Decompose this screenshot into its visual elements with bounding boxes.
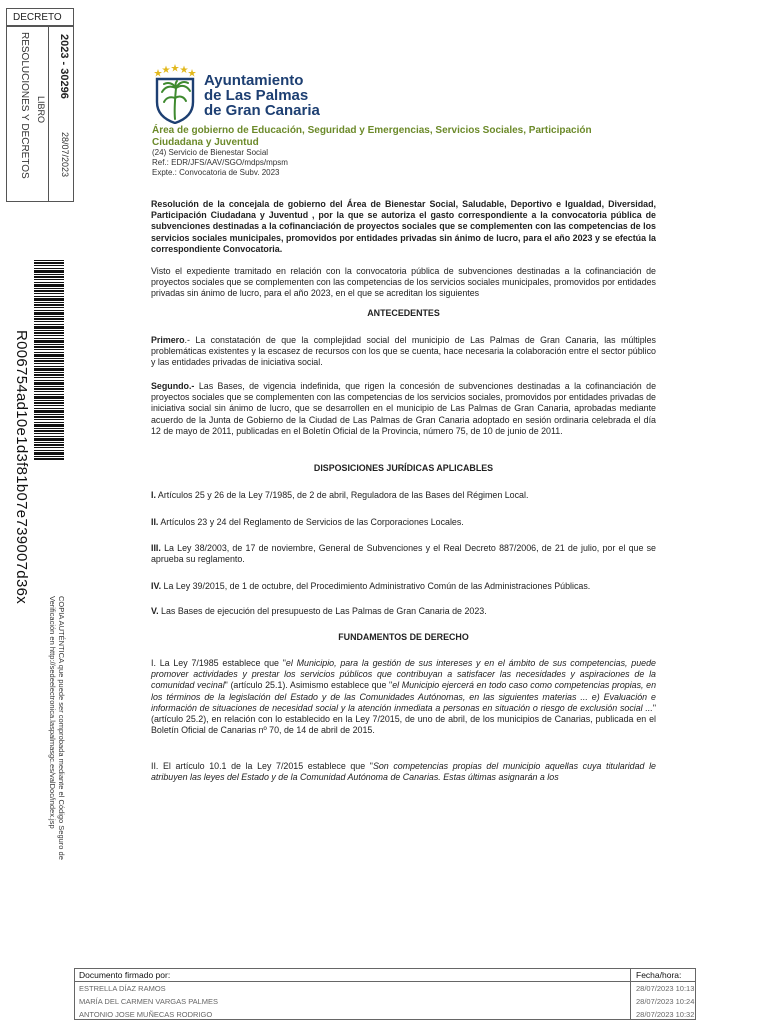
logo-wordmark [204, 73, 320, 118]
decree-date: 28/07/2023 [60, 132, 70, 178]
primero-text: .- La constatación de que la complejidad social del municipio de Las Palmas de Gran Canaria, las múltiples problemáticas existentes y la escasez de recursos con los que se cuenta, hace necesaria la colaboración entre el sector público y las entidades privadas de iniciativa social. [151, 335, 656, 368]
fundamento-2-a: II. El artículo 10.1 de la Ley 7/2015 establece que " [151, 761, 373, 771]
expediente-line: Expte.: Convocatoria de Subv. 2023 [152, 168, 280, 177]
segundo-text: Las Bases, de vigencia indefinida, que rigen la concesión de subvenciones destinadas a la cofinanciación de proyectos sociales que se complementen con las competencias de los servicios sociales, promovidos por entidades privadas de iniciativa social sin ánimo de lucro, que se desarrollen en el municipio de Las Palmas de Gran Canaria, aprobadas mediante acuerdo de la Junta de Gobierno de la Ciudad de Las Palmas de Gran Canaria adoptado en sesión ordinaria celebrada el día 12 de mayo de 2011, publicadas en el Boletín Oficial de la Provincia, número 75, de 10 de junio de 2011. [151, 381, 656, 436]
disposicion-5 [151, 606, 656, 617]
disposicion-2-lead: II. [151, 517, 159, 527]
fundamento-1-a: I. La Ley 7/1985 establece que " [151, 658, 286, 668]
disposicion-1-text: Artículos 25 y 26 de la Ley 7/1985, de 2 de abril, Reguladora de las Bases del Régimen Local. [155, 490, 529, 500]
signer-name: ANTONIO JOSE MUÑECAS RODRIGO [79, 1010, 213, 1019]
disposicion-4-lead: IV. [151, 581, 162, 591]
disposicion-3-text: La Ley 38/2003, de 17 de noviembre, General de Subvenciones y el Real Decreto 887/2006, de 21 de julio, por el que se aprueba su reglamento. [151, 543, 656, 565]
disposicion-3-lead: III. [151, 543, 161, 553]
signed-by-header: Documento firmado por: [79, 970, 171, 980]
palm-tree-coat-of-arms-icon [152, 64, 198, 124]
fundamento-1-e: " (artículo 25.2), en relación con lo establecido en la Ley 7/2015, de uno de abril, de los municipios de Canarias, publicada en el Boletín Oficial de Canarias nº 70, de 14 de abril de 2015. [151, 702, 656, 736]
logo-line1: Ayuntamiento [204, 72, 304, 89]
date-header: Fecha/hora: [636, 970, 682, 980]
logo-line3: de Gran Canaria [204, 102, 320, 119]
signer-date: 28/07/2023 10:13 [636, 984, 695, 993]
reference-line: Ref.: EDR/JFS/AAV/SGO/mdps/mpsm [152, 158, 288, 167]
primero-lead: Primero [151, 335, 185, 345]
signer-date: 28/07/2023 10:24 [636, 997, 695, 1006]
signer-name: ESTRELLA DÍAZ RAMOS [79, 984, 166, 993]
primero-paragraph [151, 335, 656, 369]
fundamento-2 [151, 761, 656, 783]
disposicion-1-lead: I. [151, 490, 156, 500]
signer-date: 28/07/2023 10:32 [636, 1010, 695, 1019]
signature-table-header-line [74, 981, 696, 982]
barcode-icon [34, 260, 64, 460]
disposicion-4 [151, 581, 656, 592]
disposicion-3 [151, 543, 656, 565]
disposiciones-heading: DISPOSICIONES JURÍDICAS APLICABLES [313, 463, 494, 473]
fundamento-1-quote-2: el Municipio ejercerá en todo caso como competencias propias, en los términos de la legislación del Estado y de las Comunidades Autónomas, en las siguientes materias ... e) Evaluación e información de situaciones de necesidad social y la atención inmediata a personas en situación o riesgo de exclusión social ... [151, 680, 657, 713]
disposicion-2-text: Artículos 23 y 24 del Reglamento de Servicios de las Corporaciones Locales. [158, 517, 464, 527]
reference-block [152, 148, 288, 178]
copia-autentica-line2: Verificación en http://sedeelectronica.laspalmasgc.es/valDoc/index.jsp [48, 596, 57, 829]
service-line: (24) Servicio de Bienestar Social [152, 148, 269, 157]
disposicion-4-text: La Ley 39/2015, de 1 de octubre, del Procedimiento Administrativo Común de las Administraciones Públicas. [161, 581, 591, 591]
fundamentos-heading: FUNDAMENTOS DE DERECHO [338, 632, 469, 642]
segundo-paragraph [151, 381, 656, 437]
visto-paragraph: Visto el expediente tramitado en relación con la convocatoria pública de subvenciones destinadas a la cofinanciación de proyectos sociales que se complementen con las competencias de los servicios sociales municipales, promovidos por entidades privadas sin ánimo de lucro, para el año 2023, en el que se acreditan los siguientes [151, 266, 656, 299]
fundamento-2-quote: Son competencias propias del municipio aquellas cuya titularidad le atribuyen las leyes del Estado y de la Comunidad Autónoma de Canarias. Estas últimas asignarán a los [151, 761, 656, 783]
stamp-divider [48, 26, 49, 202]
antecedentes-heading: ANTECEDENTES [367, 308, 440, 318]
decreto-label: DECRETO [6, 8, 74, 26]
logo-line2: de Las Palmas [204, 87, 309, 104]
disposicion-1 [151, 490, 656, 501]
segundo-lead: Segundo.- [151, 381, 195, 391]
fundamento-1-quote-1: el Municipio, para la gestión de sus intereses y en el ámbito de sus competencias, puede promover actividades y prestar los servicios públicos que contribuyan a satisfacer las necesidades y aspiraciones de la comunidad vecinal [151, 658, 656, 691]
csv-code: R006754ad10e1d3f81b07e739007d36x [13, 330, 30, 605]
disposicion-5-lead: V. [151, 606, 159, 616]
area-title: Área de gobierno de Educación, Seguridad y Emergencias, Servicios Sociales, Participación Ciudadana y Juventud [152, 125, 592, 148]
disposicion-2 [151, 517, 656, 528]
signer-name: MARÍA DEL CARMEN VARGAS PALMES [79, 997, 219, 1006]
signature-table-divider [630, 968, 631, 1020]
fundamento-1-c: " (artículo 25.1). Asimismo establece que " [224, 680, 393, 691]
disposicion-5-text: Las Bases de ejecución del presupuesto de Las Palmas de Gran Canaria de 2023. [158, 606, 487, 616]
fundamento-1 [151, 658, 656, 736]
copia-autentica-line1: COPIA AUTÉNTICA que puede ser comprobada mediante el Código Seguro de [57, 596, 66, 860]
book-label: RESOLUCIONES Y DECRETOS [19, 32, 30, 179]
decree-number: 2023 - 30296 [58, 34, 70, 99]
libro-label: LIBRO [36, 96, 46, 124]
resolution-title: Resolución de la concejala de gobierno del Área de Bienestar Social, Saludable, Deportivo e Igualdad, Diversidad, Participación Ciudadana y Juventud , por la que se autoriza el gasto correspondiente a la convocatoria pública de subvenciones destinadas a la cofinanciación de proyectos sociales que se complementen con las competencias de los servicios sociales municipales, promovidos por entidades privadas sin ánimo de lucro, para el año 2023 y se efectúa la correspondiente Convocatoria. [151, 199, 656, 254]
